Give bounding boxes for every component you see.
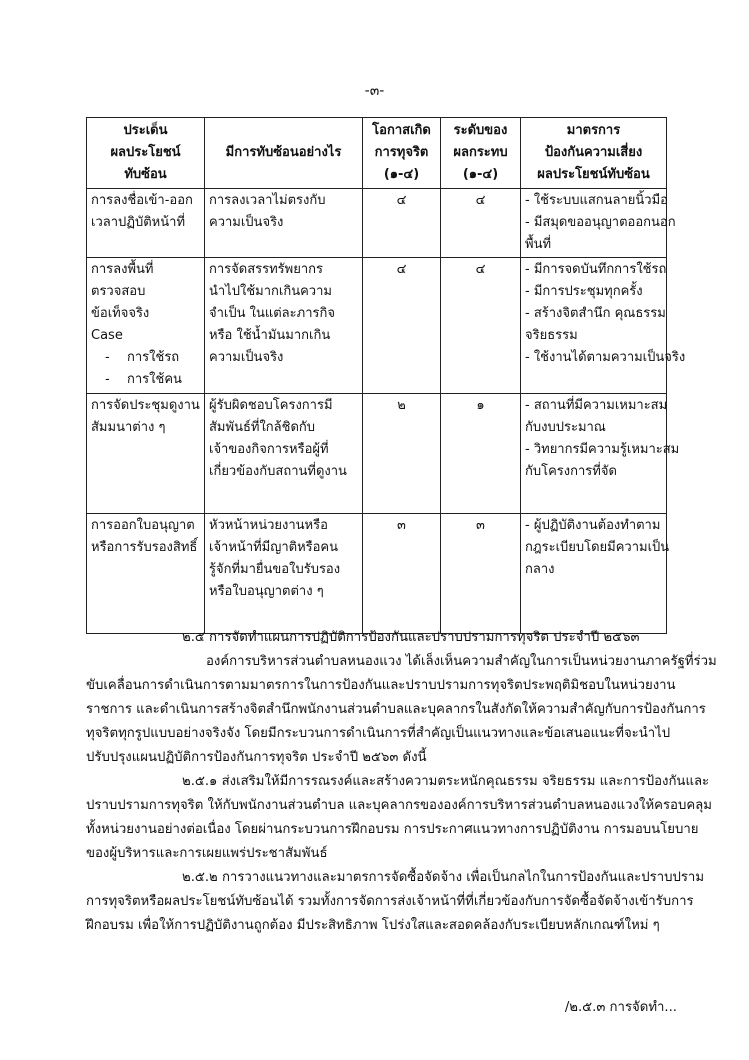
overlap-line: เจ้าของกิจการหรือผู้ที่: [209, 442, 329, 457]
issue-line: การลงพื้นที่: [91, 262, 154, 277]
conflict-of-interest-table: [86, 117, 686, 634]
chance-cell: [363, 258, 441, 394]
measures-line: กลาง: [525, 562, 555, 577]
impact-value: ๓: [476, 518, 485, 533]
table-row: [87, 189, 667, 258]
section-2-5-2-paragraph: [86, 866, 705, 938]
issue-line: การลงชื่อเข้า-ออก: [91, 193, 193, 208]
overlap-cell: [205, 189, 363, 258]
overlap-line: สัมพันธ์ที่ใกล้ชิดกับ: [209, 420, 316, 435]
measures-line: - วิทยากรมีความรู้เหมาะสม: [525, 442, 680, 457]
header-line: มาตรการ: [566, 123, 621, 138]
impact-value: ๔: [475, 193, 486, 208]
measures-line: พื้นที่: [525, 237, 552, 252]
impact-value: ๑: [476, 398, 485, 413]
issue-cell: [87, 394, 205, 514]
measures-line: - ใช้งานได้ตามความเป็นจริง: [525, 350, 686, 365]
impact-cell: [441, 394, 521, 514]
measures-cell: [521, 394, 680, 514]
header-line: ผลกระทบ: [453, 145, 508, 160]
header-line: ผลประโยชน์ทับซ้อน: [537, 167, 650, 182]
paragraph-line: ทุจริตทุกรูปแบบอย่างจริงจัง โดยมีกระบวนการดำเนินการที่สำคัญเป็นแนวทางและข้อเสนอแนะที่จะนำไป: [86, 726, 671, 741]
measures-line: - สร้างจิตสำนึก คุณธรรม: [525, 306, 666, 321]
impact-cell: [441, 514, 521, 634]
measures-line: จริยธรรม: [525, 328, 578, 343]
paragraph-line: การทุจริตหรือผลประโยชน์ทับซ้อนได้ รวมทั้งการจัดการส่งเจ้าหน้าที่ที่เกี่ยวข้องกับการจัดซื้อจัดจ้างเข้ารับการ: [86, 894, 694, 909]
section-2-5-paragraph: [86, 650, 717, 770]
issue-sub-item-label: การใช้รถ: [127, 350, 180, 365]
page-number: -๓-: [364, 83, 385, 99]
header-cell: [363, 118, 441, 189]
issue-line: การจัดประชุมดูงาน: [91, 398, 200, 413]
overlap-line: นำไปใช้มากเกินความ: [209, 284, 332, 299]
continuation-reference: /๒.๕.๓ การจัดทำ...: [564, 1000, 677, 1015]
issue-cell: [87, 514, 205, 634]
table-row: [87, 394, 667, 514]
overlap-line: ความเป็นจริง: [209, 215, 284, 230]
issue-sub-item: [91, 369, 200, 391]
paragraph-line: ราชการ และดำเนินการสร้างจิตสำนึกพนักงานส่วนตำบลและบุคลากรในสังกัดให้ความสำคัญกับการป้องกันการ: [86, 702, 706, 717]
measures-cell: [521, 514, 670, 634]
paragraph-line: ของผู้บริหารและการเผยแพร่ประชาสัมพันธ์: [86, 846, 328, 861]
overlap-line: ความเป็นจริง: [209, 350, 284, 365]
overlap-line: ผู้รับผิดชอบโครงการมี: [209, 398, 333, 413]
issue-sub-item: [91, 347, 200, 369]
overlap-line: รู้จักที่มายื่นขอใบรับรอง: [209, 562, 341, 577]
header-line: การทุจริต: [374, 145, 429, 160]
header-line: ระดับของ: [453, 123, 508, 138]
chance-cell: [363, 394, 441, 514]
header-line: (๑-๔): [383, 167, 420, 182]
header-cell: [441, 118, 521, 189]
chance-value: ๔: [396, 262, 407, 277]
bullet-dash: -: [105, 350, 110, 365]
paragraph-line: ๒.๕.๑ ส่งเสริมให้มีการรณรงค์และสร้างความตระหนักคุณธรรม จริยธรรม และการป้องกันและ: [182, 774, 710, 789]
overlap-line: เกี่ยวข้องกับสถานที่ดูงาน: [209, 464, 347, 479]
measures-line: กับงบประมาณ: [525, 420, 606, 435]
measures-line: - มีสมุดขออนุญาตออกนอก: [525, 215, 676, 230]
issue-line: สัมมนาต่าง ๆ: [91, 420, 166, 435]
header-cell: [205, 118, 363, 189]
overlap-line: การลงเวลาไม่ตรงกับ: [209, 193, 326, 208]
impact-value: ๔: [475, 262, 486, 277]
issue-line: การออกใบอนุญาต: [91, 518, 195, 533]
measures-line: - สถานที่มีความเหมาะสม: [525, 398, 668, 413]
measures-cell: [521, 258, 686, 394]
paragraph-line: องค์การบริหารส่วนตำบลหนองแวง ได้เล็งเห็นความสำคัญในการเป็นหน่วยงานภาครัฐที่ร่วม: [206, 654, 717, 669]
header-cell: [521, 118, 667, 189]
overlap-line: จำเป็น ในแต่ละภารกิจ: [209, 306, 335, 321]
overlap-line: เจ้าหน้าที่มีญาติหรือคน: [209, 540, 339, 555]
chance-value: ๒: [397, 398, 406, 413]
measures-line: กฎระเบียบโดยมีความเป็น: [525, 540, 670, 555]
chance-value: ๓: [397, 518, 406, 533]
header-line: มีการทับซ้อนอย่างไร: [225, 145, 342, 160]
issue-line: หรือการรับรองสิทธิ์: [91, 540, 198, 555]
paragraph-line: ฝึกอบรม เพื่อให้การปฏิบัติงานถูกต้อง มีประสิทธิภาพ โปร่งใสและสอดคล้องกับระเบียบหลักเกณฑ์ใหม่ ๆ: [86, 918, 660, 933]
impact-cell: [441, 189, 521, 258]
issue-line: ตรวจสอบ: [91, 284, 146, 299]
overlap-line: หรือใบอนุญาตต่าง ๆ: [209, 584, 324, 599]
issue-line: ข้อเท็จจริง: [91, 306, 150, 321]
table-row: [87, 514, 667, 634]
section-2-5-1-paragraph: [86, 770, 712, 866]
measures-line: - ใช้ระบบแสกนลายนิ้วมือ: [525, 193, 668, 208]
section-2-5: [86, 626, 717, 938]
paragraph-line: ทั้งหน่วยงานอย่างต่อเนื่อง โดยผ่านกระบวนการฝึกอบรม การประกาศแนวทางการปฏิบัติงาน การมอบนโยบาย: [86, 822, 699, 837]
chance-cell: [363, 189, 441, 258]
header-line: ทับซ้อน: [124, 167, 167, 182]
overlap-line: การจัดสรรทรัพยากร: [209, 262, 324, 277]
paragraph-line: ปราบปรามการทุจริต ให้กับพนักงานส่วนตำบล และบุคลากรขององค์การบริหารส่วนตำบลหนองแวงให้ครอบคลุม: [86, 798, 712, 813]
overlap-line: หัวหน้าหน่วยงานหรือ: [209, 518, 328, 533]
chance-cell: [363, 514, 441, 634]
issue-line: เวลาปฏิบัติหน้าที่: [91, 215, 186, 230]
measures-line: - มีการประชุมทุกครั้ง: [525, 284, 643, 299]
issue-cell: [87, 189, 205, 258]
overlap-line: หรือ ใช้น้ำมันมากเกิน: [209, 328, 331, 343]
impact-cell: [441, 258, 521, 394]
header-line: ผลประโยชน์: [110, 145, 181, 160]
header-line: (๑-๔): [462, 167, 499, 182]
chance-value: ๔: [396, 193, 407, 208]
measures-line: กับโครงการที่จัด: [525, 464, 617, 479]
issue-cell: [87, 258, 205, 394]
measures-line: - ผู้ปฏิบัติงานต้องทำตาม: [525, 518, 661, 533]
paragraph-line: ขับเคลื่อนการดำเนินการตามมาตรการในการป้องกันและปราบปรามการทุจริตประพฤติมิชอบในหน่วยงาน: [86, 678, 676, 693]
section-2-5-title: ๒.๕ การจัดทำแผนการปฏิบัติการป้องกันและปราบปรามการทุจริต ประจำปี ๒๕๖๓: [182, 630, 640, 645]
paragraph-line: ปรับปรุงแผนปฏิบัติการป้องกันการทุจริต ประจำปี ๒๕๖๓ ดังนี้: [86, 750, 427, 765]
header-line: ประเด็น: [123, 123, 168, 138]
overlap-cell: [205, 258, 363, 394]
paragraph-line: ๒.๕.๒ การวางแนวทางและมาตรการจัดซื้อจัดจ้าง เพื่อเป็นกลไกในการป้องกันและปราบปราม: [182, 870, 705, 885]
table-row: [87, 258, 667, 394]
header-line: ป้องกันความเสี่ยง: [544, 145, 643, 160]
bullet-dash: -: [105, 372, 110, 387]
header-cell: [87, 118, 205, 189]
table-header-row: [87, 118, 667, 189]
issue-line: Case: [91, 328, 123, 343]
issue-sub-item-label: การใช้คน: [127, 372, 182, 387]
measures-cell: [521, 189, 676, 258]
header-line: โอกาสเกิด: [372, 123, 431, 138]
measures-line: - มีการจดบันทึกการใช้รถ: [525, 262, 667, 277]
overlap-cell: [205, 514, 363, 634]
overlap-cell: [205, 394, 363, 514]
